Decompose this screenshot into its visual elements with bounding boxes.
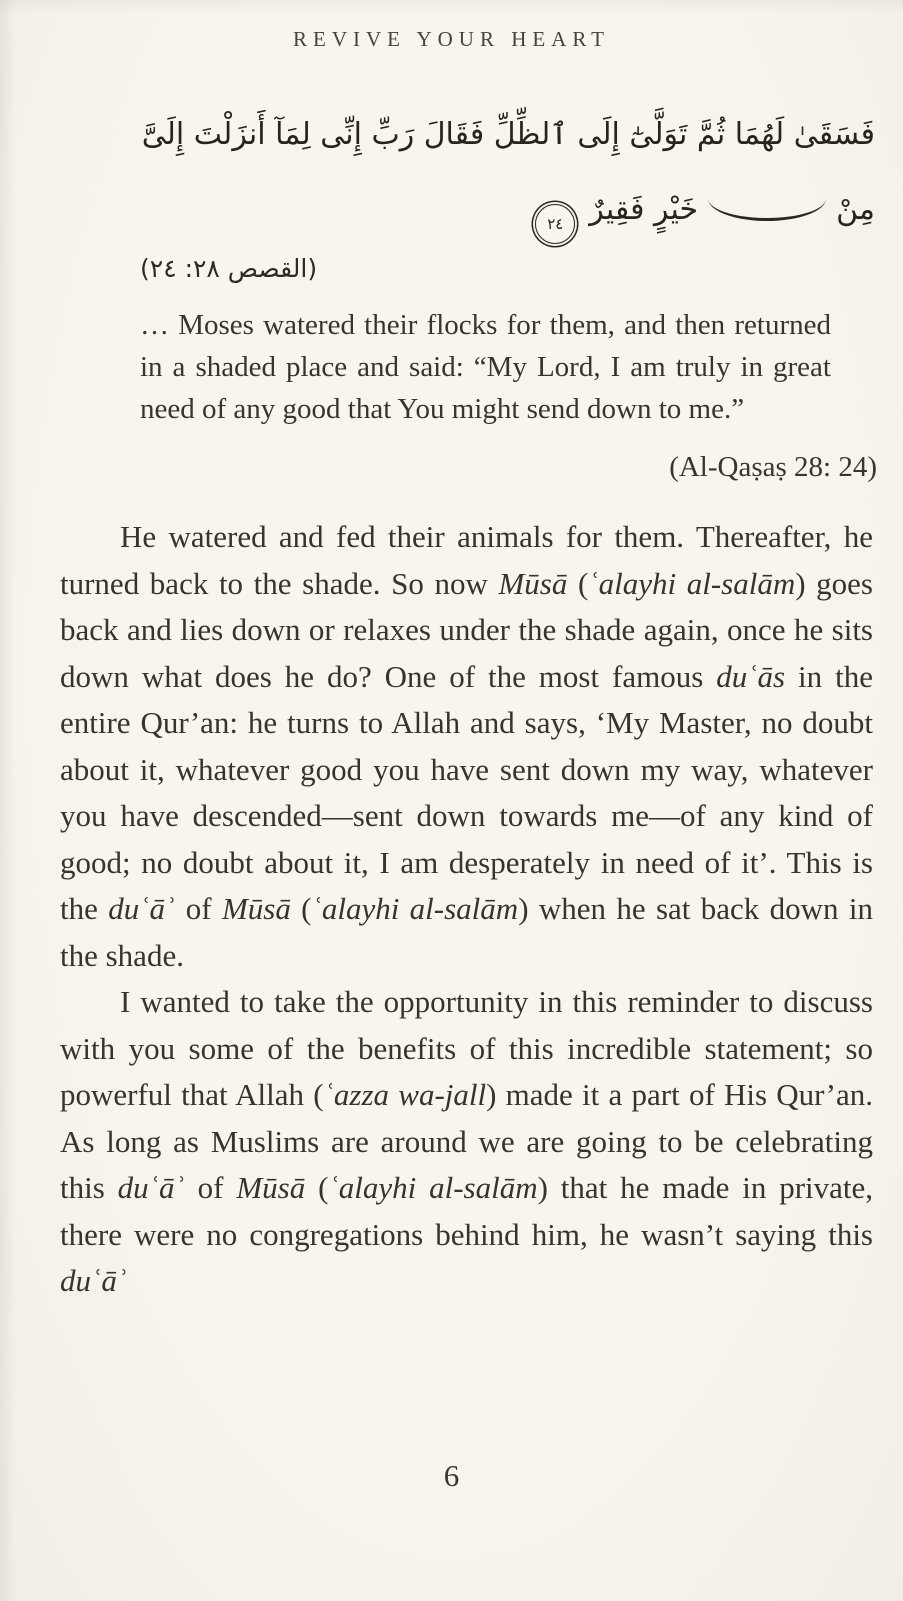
text-run: He watered and fed their animals for them. Thereafter, he turned back to the shade. So now: [60, 519, 873, 601]
text-run: (: [290, 891, 312, 926]
text-run: ) that he made in private, there were no congregations behind him, he wasn’t saying this: [60, 1170, 874, 1252]
text-run: ) goes back and lies down or relaxes under the shade again, once he sits down what does he do? One of the most famous: [60, 565, 873, 694]
page-number: 6: [443, 1458, 460, 1493]
arabic-word-min: مِنْ: [836, 192, 875, 227]
text-run: ) made it a part of His Qur’an. As long as Muslims are around we are going to be celebrating this: [60, 1077, 873, 1205]
transliterated-term: ʿazza wa-jall: [323, 1077, 487, 1112]
arabic-verse-line-1: فَسَقَىٰ لَهُمَا ثُمَّ تَوَلَّىٰٓ إِلَى ٱلظِّلِّ فَقَالَ رَبِّ إِنِّى لِمَآ أَنزَلْتَ إِلَىَّ: [141, 117, 875, 152]
arabic-words-khayr-faqir: خَيْرٍ فَقِيرٌ: [589, 192, 699, 227]
paragraph-2: [60, 979, 873, 1305]
text-run: I wanted to take the opportunity in this reminder to discuss with you some of the benefits of this incredible statement; so powerful that Allah (: [60, 984, 873, 1112]
transliterated-term: duʿāʾ: [60, 1263, 128, 1298]
text-run: (: [567, 565, 589, 601]
kashida-swash-decoration: [708, 194, 826, 221]
transliterated-term: duʿāʾ: [117, 1170, 185, 1205]
quran-verse-block: [0, 96, 903, 488]
ayah-number: ٢٤: [547, 215, 564, 233]
text-run: of: [175, 891, 222, 926]
running-header: REVIVE YOUR HEART: [293, 27, 610, 51]
paragraph-1: [60, 514, 873, 979]
transliterated-term: duʿās: [716, 658, 786, 694]
transliterated-term: ʿalayhi al-salām: [311, 891, 519, 926]
ayah-end-ornament: [535, 204, 575, 244]
text-run: of: [184, 1170, 237, 1205]
arabic-verse-line-2: [20, 178, 875, 244]
body-text: [60, 514, 873, 1305]
transliterated-term: Mūsā: [221, 891, 291, 926]
text-run: in the entire Qur’an: he turns to Allah and says, ‘My Master, no doubt about it, whatever good you have sent down my way, whatever you have descended—sent down towards me—of any kind of good; no doubt about it, I am desperately in need of it’. This is the: [60, 658, 873, 926]
text-run: ) when he sat back down in the shade.: [60, 891, 874, 973]
transliterated-term: ʿalayhi al-salām: [328, 1170, 538, 1205]
verse-citation: (Al-Qaṣaṣ 28: 24): [669, 451, 877, 483]
transliterated-term: Mūsā: [236, 1170, 306, 1205]
transliterated-term: Mūsā: [498, 565, 568, 601]
arabic-verse: [20, 96, 875, 244]
text-run: (: [305, 1170, 329, 1205]
transliterated-term: duʿāʾ: [108, 891, 176, 926]
arabic-citation: (القصص ٢٨: ٢٤): [140, 254, 318, 283]
page-footer: [0, 1458, 903, 1494]
transliterated-term: ʿalayhi al-salām: [588, 565, 796, 601]
verse-translation: … Moses watered their flocks for them, and then returned in a shaded place and said: “My Lord, I am truly in great need of any good that You might send down to me.”: [140, 309, 831, 425]
